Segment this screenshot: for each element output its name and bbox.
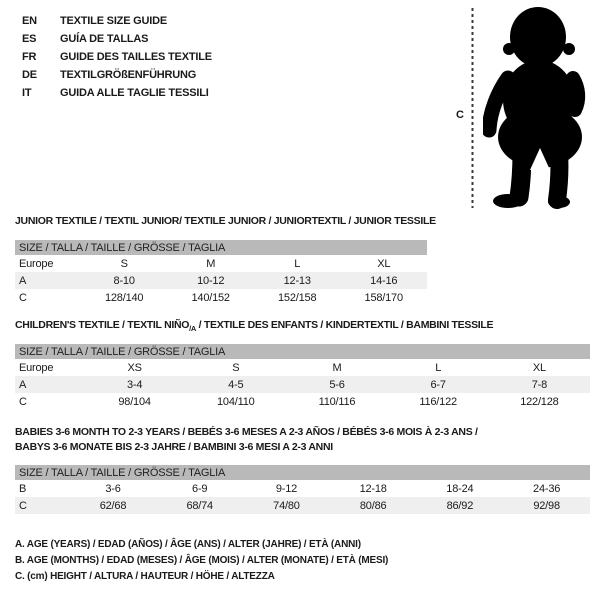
babies-size-table [15, 465, 590, 514]
lang-code: IT [22, 87, 32, 99]
children-title-suffix: / TEXTILE DES ENFANTS / KINDERTEXTIL / BAMBINI TESSILE [196, 319, 494, 331]
lang-code: ES [22, 33, 37, 45]
size-cell: M [332, 361, 342, 374]
size-cell: 140/152 [191, 291, 230, 304]
babies-section-title [15, 425, 478, 455]
height-row [15, 289, 427, 306]
size-cell: 12-13 [254, 272, 341, 289]
size-cell: 7-8 [489, 376, 590, 393]
size-cell: 152/158 [278, 291, 317, 304]
lang-row-de [22, 66, 212, 84]
height-measure-dashed-line [471, 8, 474, 208]
junior-size-table [15, 240, 427, 306]
size-header-row [15, 344, 590, 359]
footnote-b: B. AGE (MONTHS) / EDAD (MESES) / ÂGE (MOIS) / ALTER (MONATE) / ETÀ (MESI) [15, 555, 389, 566]
size-cell: 3-6 [105, 482, 121, 495]
age-years-row [15, 376, 590, 393]
junior-section-title: JUNIOR TEXTILE / TEXTIL JUNIOR/ TEXTILE JUNIOR / JUNIORTEXTIL / JUNIOR TESSILE [15, 215, 436, 227]
row-label: C [15, 497, 70, 514]
lang-code: FR [22, 51, 37, 63]
row-label: C [19, 395, 27, 408]
size-cell: 104/110 [217, 395, 255, 408]
size-cell: 80/86 [330, 497, 417, 514]
lang-title: TEXTILE SIZE GUIDE [60, 15, 168, 27]
lang-row-it [22, 84, 212, 102]
size-cell: 18-24 [446, 482, 474, 495]
row-label: A [15, 376, 84, 393]
height-row [15, 497, 590, 514]
row-label: Europe [19, 257, 54, 270]
size-cell: 12-18 [359, 482, 387, 495]
toddler-silhouette-icon [483, 4, 600, 210]
row-label: A [15, 272, 81, 289]
europe-row [15, 359, 590, 376]
size-header-label: SIZE / TALLA / TAILLE / GRÖSSE / TAGLIA [15, 465, 590, 480]
size-cell: 86/92 [417, 497, 504, 514]
size-cell: L [294, 257, 301, 270]
size-cell: 110/116 [318, 395, 356, 408]
size-cell: L [435, 361, 442, 374]
size-header-row [15, 240, 427, 255]
children-title-prefix: CHILDREN'S TEXTILE / TEXTIL NIÑO [15, 319, 190, 331]
height-row [15, 393, 590, 410]
age-months-row [15, 480, 590, 497]
height-measure-label: C [456, 109, 464, 121]
size-cell: 4-5 [185, 376, 286, 393]
size-cell: XL [532, 361, 546, 374]
footnote-c: C. (cm) HEIGHT / ALTURA / HAUTEUR / HÖHE / ALTEZZA [15, 571, 275, 582]
size-cell: 122/128 [520, 395, 559, 408]
size-cell: 14-16 [340, 272, 427, 289]
size-header-row [15, 465, 590, 480]
size-cell: 74/80 [243, 497, 330, 514]
size-cell: 5-6 [286, 376, 387, 393]
footnote-a: A. AGE (YEARS) / EDAD (AÑOS) / ÂGE (ANS) / ALTER (JAHRE) / ETÀ (ANNI) [15, 539, 361, 550]
babies-title-line2: BABYS 3-6 MONATE BIS 2-3 JAHRE / BAMBINI 3-6 MESI A 2-3 ANNI [15, 441, 333, 453]
lang-code: EN [22, 15, 37, 27]
age-years-row [15, 272, 427, 289]
size-cell: 98/104 [118, 395, 151, 408]
size-cell: 3-4 [84, 376, 185, 393]
size-cell: 68/74 [156, 497, 243, 514]
size-cell: XL [377, 257, 391, 270]
children-title-sub: /A [189, 324, 197, 334]
size-header-label: SIZE / TALLA / TAILLE / GRÖSSE / TAGLIA [15, 240, 427, 255]
size-cell: 158/170 [364, 291, 403, 304]
children-size-table [15, 344, 590, 410]
size-cell: 62/68 [70, 497, 157, 514]
size-cell: 6-9 [192, 482, 208, 495]
size-cell: S [232, 361, 240, 374]
lang-row-en [22, 12, 212, 30]
language-header [22, 12, 212, 102]
lang-title: TEXTILGRÖßENFÜHRUNG [60, 69, 197, 81]
size-cell: 8-10 [81, 272, 168, 289]
row-label: C [19, 291, 27, 304]
lang-title: GUIDA ALLE TAGLIE TESSILI [60, 87, 209, 99]
lang-title: GUÍA DE TALLAS [60, 33, 149, 45]
lang-row-es [22, 30, 212, 48]
babies-title-line1: BABIES 3-6 MONTH TO 2-3 YEARS / BEBÉS 3-6 MESES A 2-3 AÑOS / BÉBÉS 3-6 MOIS À 2-3 ANS / [15, 426, 478, 438]
size-cell: M [206, 257, 216, 270]
size-cell: 92/98 [503, 497, 590, 514]
size-cell: 6-7 [388, 376, 489, 393]
size-header-label: SIZE / TALLA / TAILLE / GRÖSSE / TAGLIA [15, 344, 590, 359]
size-cell: 9-12 [275, 482, 298, 495]
lang-title: GUIDE DES TAILLES TEXTILE [60, 51, 212, 63]
children-section-title [15, 318, 493, 336]
size-cell: XS [127, 361, 142, 374]
row-label: B [19, 482, 27, 495]
europe-row [15, 255, 427, 272]
size-cell: 116/122 [419, 395, 457, 408]
size-cell: 10-12 [167, 272, 254, 289]
lang-code: DE [22, 69, 37, 81]
lang-row-fr [22, 48, 212, 66]
size-cell: 24-36 [533, 482, 561, 495]
size-cell: 128/140 [104, 291, 144, 304]
size-cell: S [120, 257, 128, 270]
row-label: Europe [19, 361, 54, 374]
legend-footnotes [15, 537, 388, 585]
